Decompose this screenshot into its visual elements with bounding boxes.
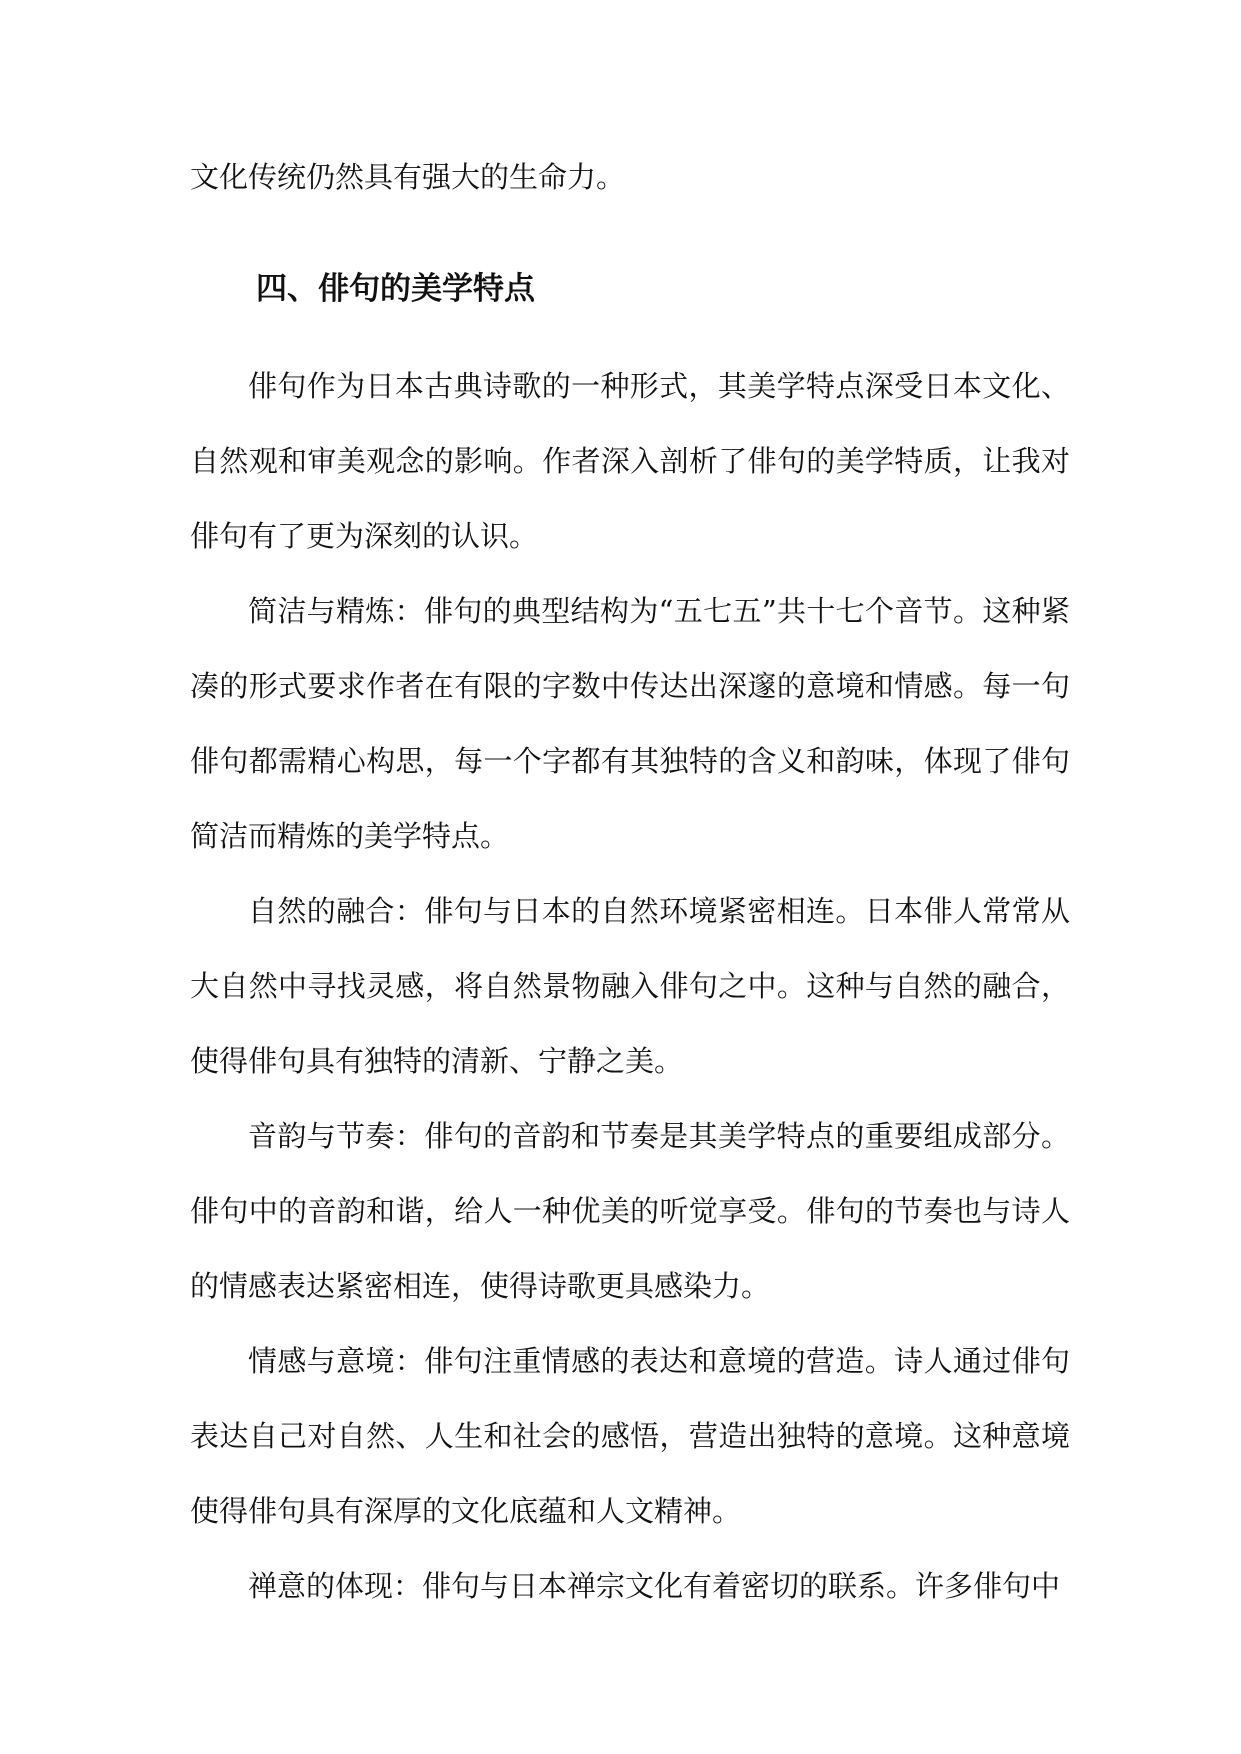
continuation-paragraph: 文化传统仍然具有强大的生命力。	[190, 160, 626, 194]
document-body	[190, 140, 1070, 1624]
paragraph-rhythm: 音韵与节奏：俳句的音韵和节奏是其美学特点的重要组成部分。俳句中的音韵和谐，给人一种优美的听觉享受。俳句的节奏也与诗人的情感表达紧密相连，使得诗歌更具感染力。	[190, 1119, 1070, 1303]
paragraph-concise: 简洁与精炼：俳句的典型结构为“五七五”共十七个音节。这种紧凑的形式要求作者在有限的字数中传达出深邃的意境和情感。每一句俳句都需精心构思，每一个字都有其独特的含义和韵味，体现了俳句简洁而精炼的美学特点。	[190, 594, 1070, 853]
section-heading: 四、俳句的美学特点	[256, 271, 535, 307]
paragraph-zen: 禅意的体现：俳句与日本禅宗文化有着密切的联系。许多俳句中	[248, 1569, 1061, 1603]
paragraph-emotion: 情感与意境：俳句注重情感的表达和意境的营造。诗人通过俳句表达自己对自然、人生和社会的感悟，营造出独特的意境。这种意境使得俳句具有深厚的文化底蕴和人文精神。	[190, 1344, 1070, 1528]
paragraph-intro: 俳句作为日本古典诗歌的一种形式，其美学特点深受日本文化、自然观和审美观念的影响。作者深入剖析了俳句的美学特质，让我对俳句有了更为深刻的认识。	[190, 369, 1070, 553]
paragraph-nature: 自然的融合：俳句与日本的自然环境紧密相连。日本俳人常常从大自然中寻找灵感，将自然景物融入俳句之中。这种与自然的融合，使得俳句具有独特的清新、宁静之美。	[190, 894, 1070, 1078]
